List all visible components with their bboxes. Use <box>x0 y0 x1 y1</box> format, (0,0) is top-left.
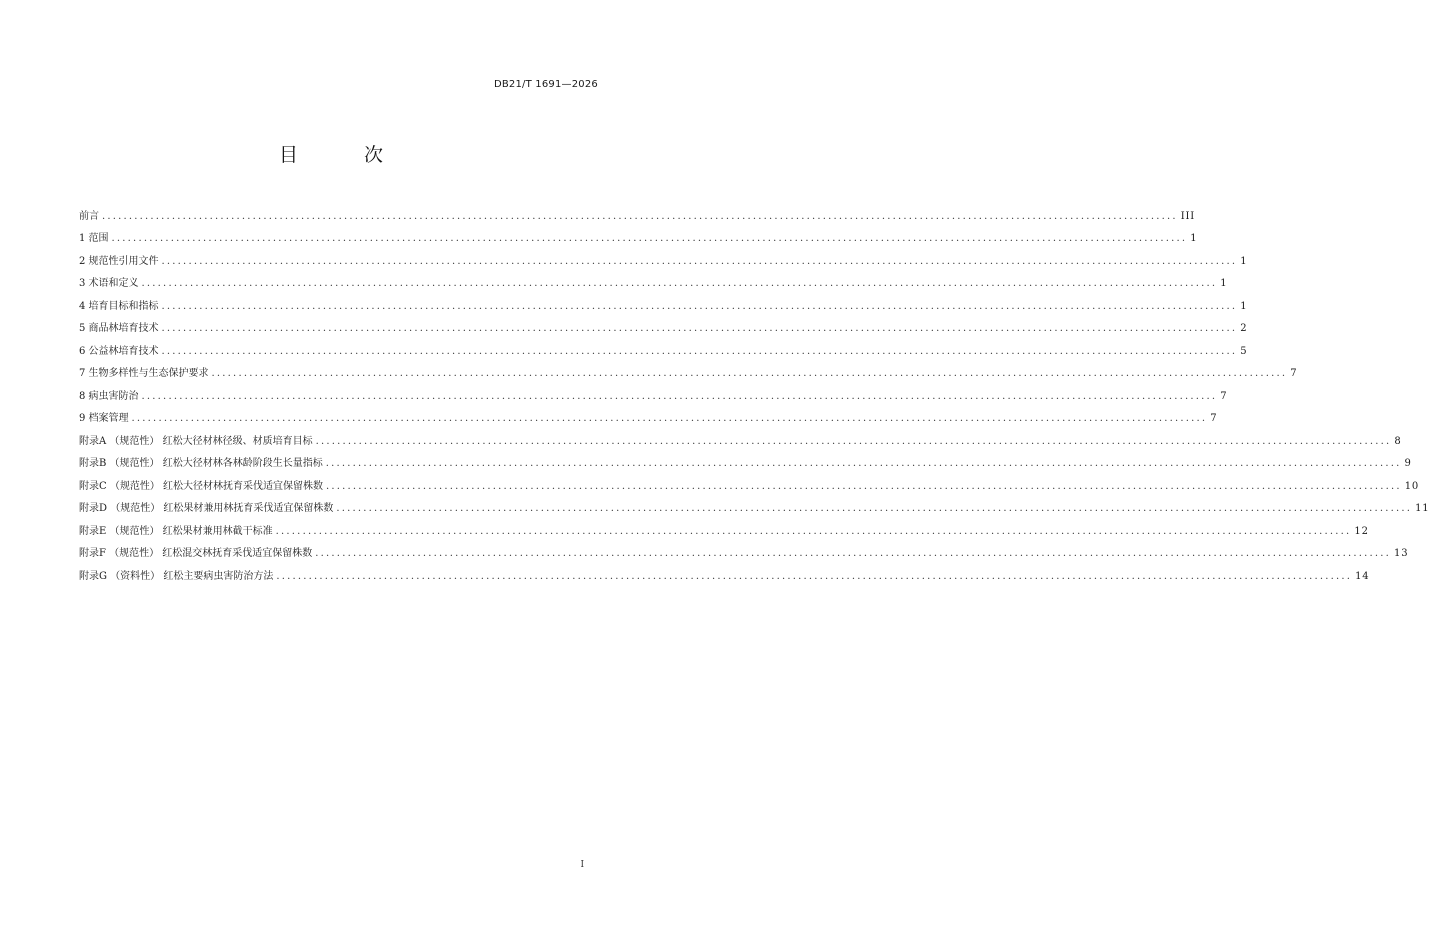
toc-entry-appendix-b[interactable] <box>79 448 1412 471</box>
toc-entry-appendix-a[interactable] <box>79 425 1402 448</box>
toc-entry-label: 1 范围 <box>79 233 109 244</box>
toc-page-number: 10 <box>1404 480 1420 492</box>
toc-entry-appendix-e[interactable] <box>79 515 1369 538</box>
dot-leader: ........................................................................................................................................................................................................ <box>211 368 1288 379</box>
toc-entry-label: 5 商品林培育技术 <box>79 323 159 334</box>
toc-entry-label: 附录D （规范性） 红松果材兼用林抚育采伐适宜保留株数 <box>79 503 334 514</box>
toc-page-number: 7 <box>1210 413 1218 424</box>
toc-entry-label: 2 规范性引用文件 <box>79 255 159 267</box>
toc-entry-label: 附录B （规范性） 红松大径材林各林龄阶段生长量指标 <box>79 458 323 469</box>
toc-page-number: 14 <box>1355 570 1370 582</box>
toc-entry-appendix-d[interactable] <box>79 493 1429 516</box>
toc-page-number: 1 <box>1240 255 1248 267</box>
toc-entry-label: 8 病虫害防治 <box>79 390 139 402</box>
dot-leader: ........................................................................................................................................................................................................ <box>161 345 1238 357</box>
dot-leader: ........................................................................................................................................................................................................ <box>325 458 1402 469</box>
toc-entry-label: 6 公益林培育技术 <box>79 345 159 357</box>
toc-entry-label: 3 术语和定义 <box>79 278 139 289</box>
dot-leader: ........................................................................................................................................................................................................ <box>141 390 1218 402</box>
toc-entry-label: 4 培育目标和指标 <box>79 300 159 312</box>
toc-entry-terms-definitions[interactable] <box>79 268 1228 291</box>
toc-entry-normative-references[interactable] <box>79 245 1248 268</box>
toc-entry-pest-control[interactable] <box>79 380 1228 403</box>
toc-entry-cultivation-targets[interactable] <box>79 290 1248 313</box>
dot-leader: ........................................................................................................................................................................................................ <box>102 210 1178 222</box>
toc-entry-appendix-c[interactable] <box>79 470 1420 493</box>
toc-entry-label: 附录A （规范性） 红松大径材林径级、材质培育目标 <box>79 435 313 447</box>
toc-page-number: 9 <box>1404 458 1412 469</box>
toc-page-number: 5 <box>1240 345 1248 357</box>
toc-entry-appendix-f[interactable] <box>79 538 1409 561</box>
dot-leader: ........................................................................................................................................................................................................ <box>131 413 1208 424</box>
toc-entry-label: 9 档案管理 <box>79 413 129 424</box>
document-code: DB21/T 1691—2026 <box>493 79 598 90</box>
dot-leader: ........................................................................................................................................................................................................ <box>275 525 1352 537</box>
dot-leader: ........................................................................................................................................................................................................ <box>326 480 1402 492</box>
toc-page-number: 2 <box>1240 323 1248 334</box>
page-title: 目 次 <box>278 144 414 166</box>
dot-leader: ........................................................................................................................................................................................................ <box>315 548 1392 559</box>
toc-page-number: 7 <box>1290 368 1298 379</box>
dot-leader: ........................................................................................................................................................................................................ <box>111 233 1188 244</box>
toc-page-number: 8 <box>1394 435 1402 447</box>
toc-entry-scope[interactable] <box>79 223 1198 246</box>
toc-entry-foreword[interactable] <box>79 200 1196 223</box>
dot-leader: ........................................................................................................................................................................................................ <box>161 255 1238 267</box>
dot-leader: ........................................................................................................................................................................................................ <box>161 323 1238 334</box>
toc-entry-label: 附录F （规范性） 红松混交林抚育采伐适宜保留株数 <box>79 548 313 559</box>
toc-page-number: 1 <box>1240 300 1248 312</box>
toc-entry-biodiversity[interactable] <box>79 358 1298 381</box>
toc-entry-appendix-g[interactable] <box>79 560 1370 583</box>
toc-page-number: 12 <box>1354 525 1369 537</box>
dot-leader: ........................................................................................................................................................................................................ <box>141 278 1218 289</box>
page-number: I <box>580 860 584 870</box>
toc-entry-label: 7 生物多样性与生态保护要求 <box>79 368 209 379</box>
table-of-contents <box>79 200 1429 583</box>
toc-page-number: 13 <box>1394 548 1409 559</box>
toc-entry-records-management[interactable] <box>79 403 1218 426</box>
dot-leader: ........................................................................................................................................................................................................ <box>276 570 1353 582</box>
toc-entry-label: 前言 <box>79 210 99 222</box>
toc-entry-label: 附录G （资料性） 红松主要病虫害防治方法 <box>79 570 274 582</box>
toc-entry-public-welfare-forest[interactable] <box>79 335 1248 358</box>
toc-entry-label: 附录C （规范性） 红松大径材林抚育采伐适宜保留株数 <box>79 480 324 492</box>
toc-page-number: III <box>1180 210 1196 222</box>
toc-page-number: 7 <box>1220 390 1228 402</box>
toc-page-number: 1 <box>1190 233 1198 244</box>
toc-entry-commercial-forest[interactable] <box>79 313 1248 336</box>
dot-leader: ........................................................................................................................................................................................................ <box>336 503 1413 514</box>
dot-leader: ........................................................................................................................................................................................................ <box>315 435 1392 447</box>
toc-entry-label: 附录E （规范性） 红松果材兼用林截干标准 <box>79 525 273 537</box>
toc-page-number: 11 <box>1415 503 1429 514</box>
toc-page-number: 1 <box>1220 278 1228 289</box>
dot-leader: ........................................................................................................................................................................................................ <box>161 300 1238 312</box>
